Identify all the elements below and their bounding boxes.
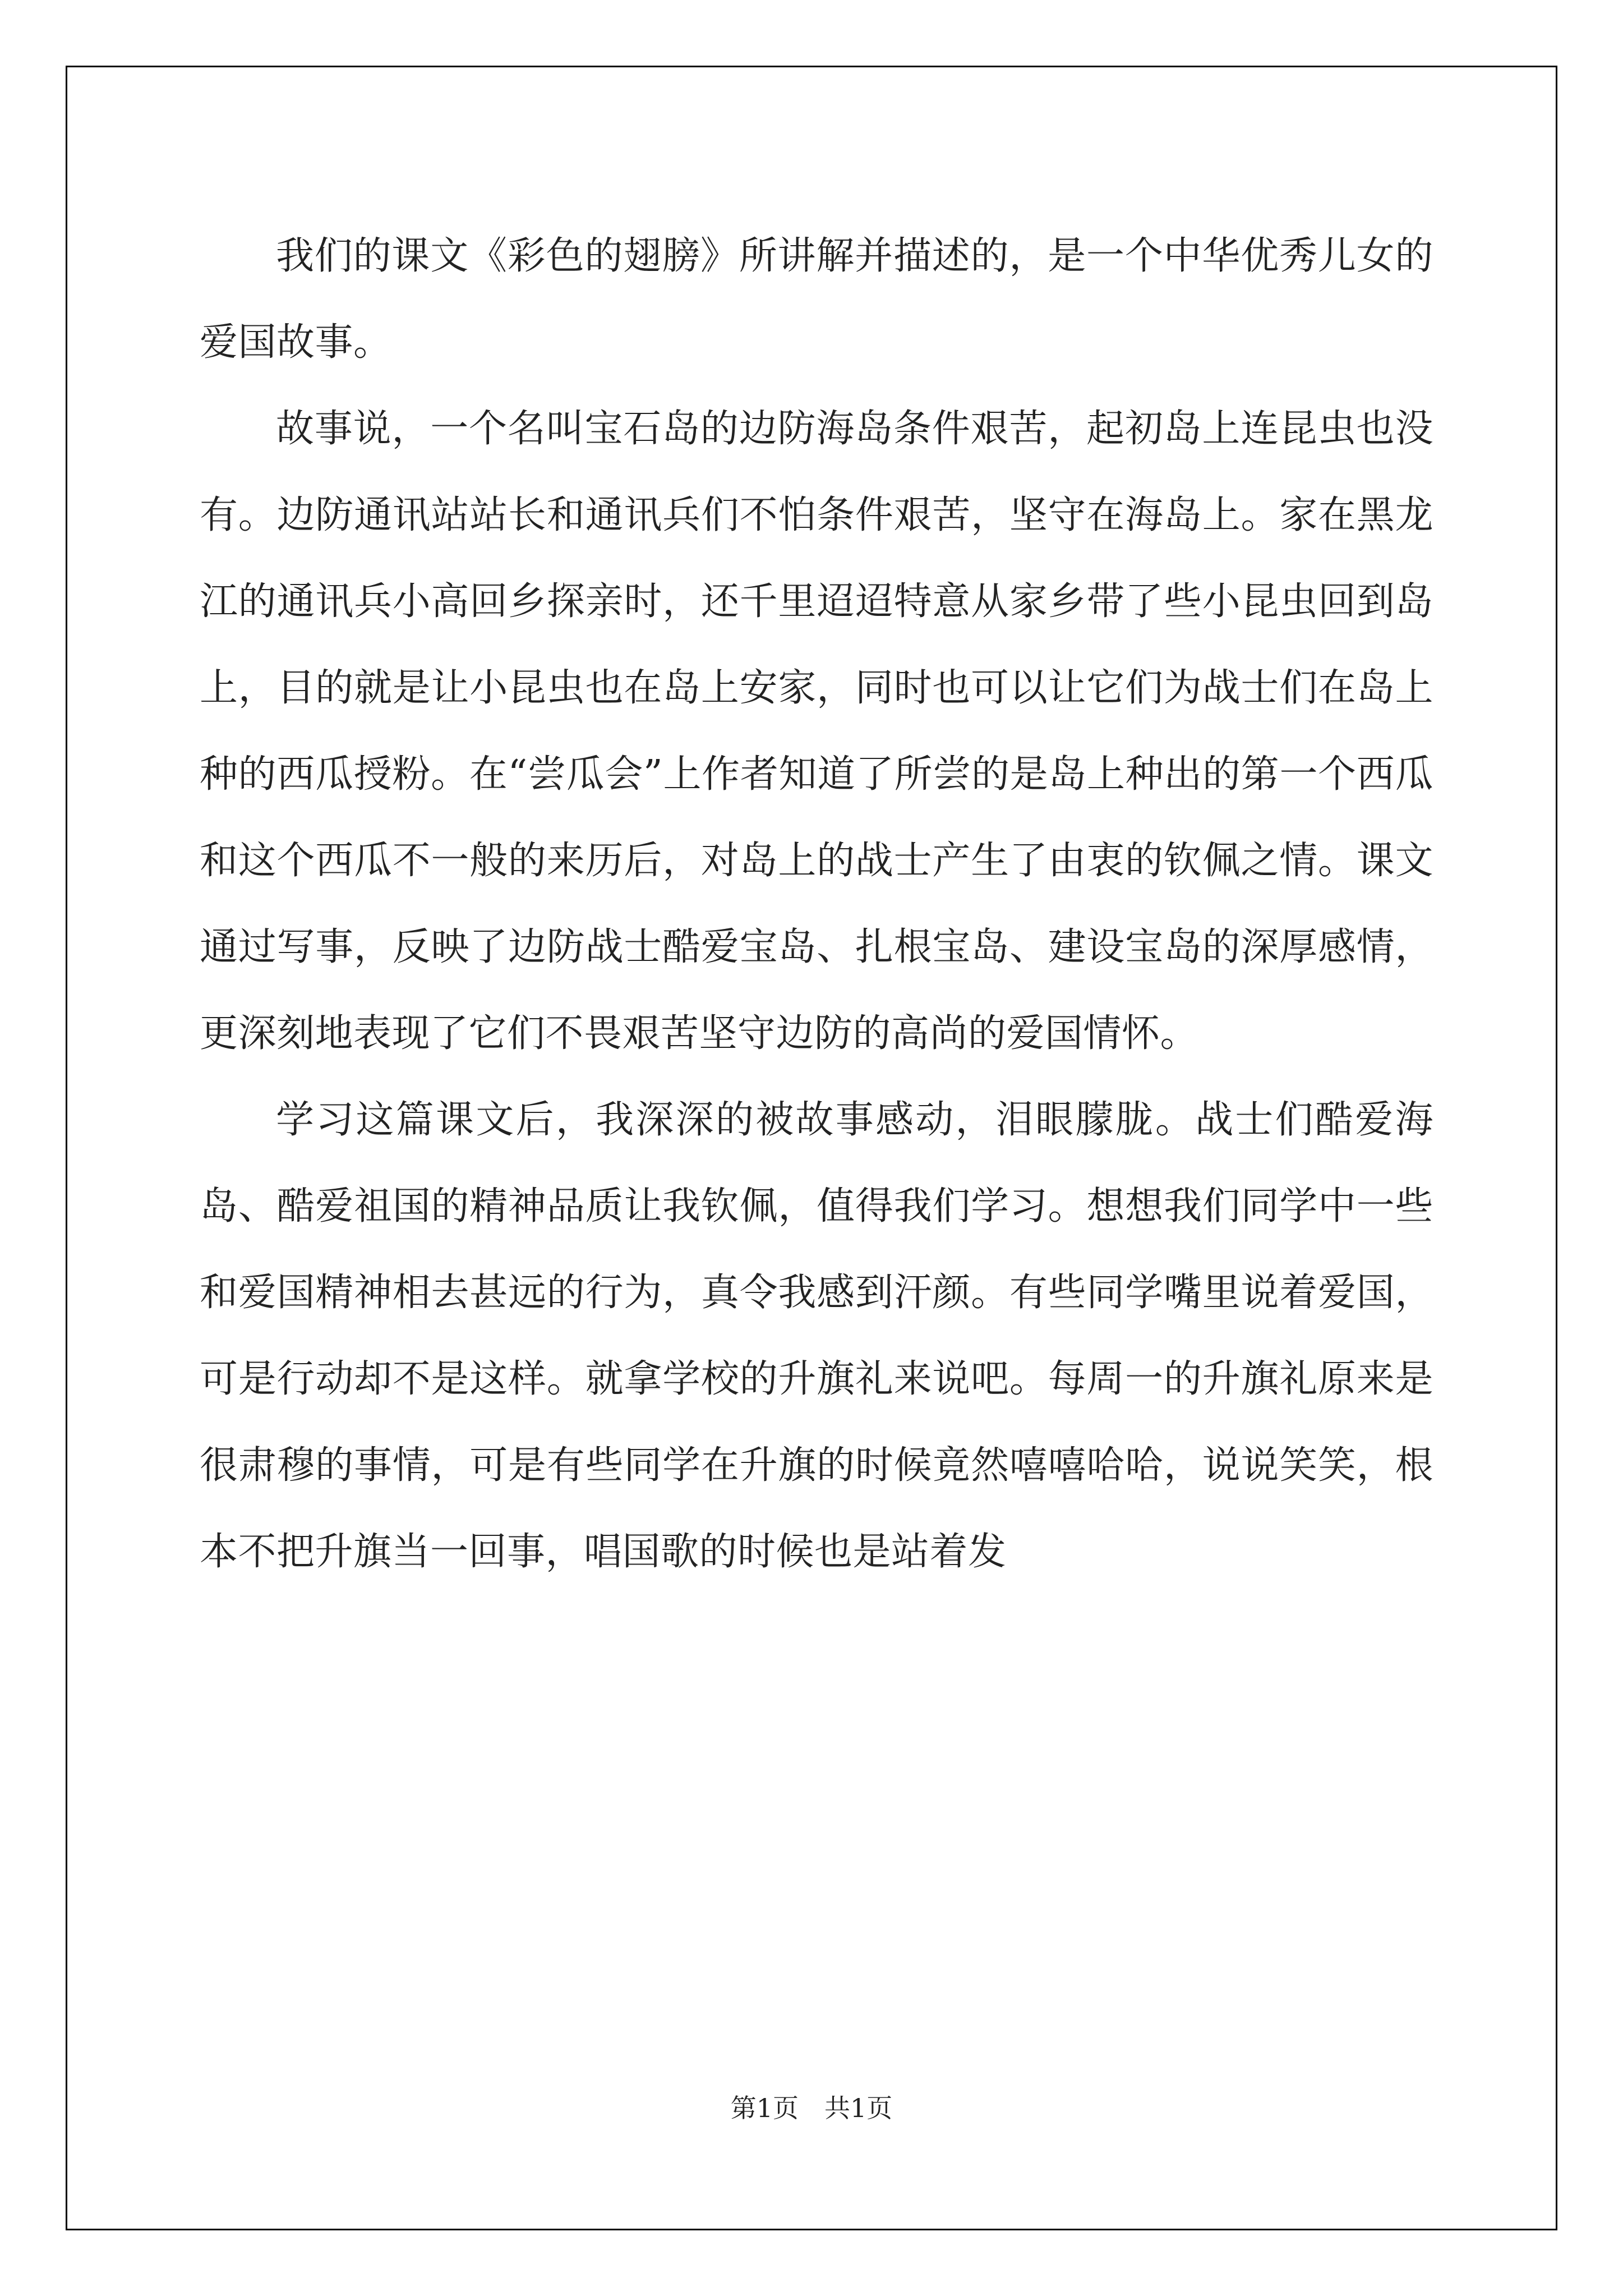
document-body	[200, 213, 1433, 1595]
paragraph-3: 学习这篇课文后，我深深的被故事感动，泪眼朦胧。战士们酷爱海岛、酷爱祖国的精神品质让我钦佩，值得我们学习。想想我们同学中一些和爱国精神相去甚远的行为，真令我感到汗颜。有些同学嘴里说着爱国，可是行动却不是这样。就拿学校的升旗礼来说吧。每周一的升旗礼原来是很肃穆的事情，可是有些同学在升旗的时候竟然嘻嘻哈哈，说说笑笑，根本不把升旗当一回事，唱国歌的时候也是站着发	[200, 1098, 1433, 1574]
paragraph-2: 故事说，一个名叫宝石岛的边防海岛条件艰苦，起初岛上连昆虫也没有。边防通讯站站长和通讯兵们不怕条件艰苦，坚守在海岛上。家在黑龙江的通讯兵小高回乡探亲时，还千里迢迢特意从家乡带了些小昆虫回到岛上，目的就是让小昆虫也在岛上安家，同时也可以让它们为战士们在岛上种的西瓜授粉。在“尝瓜会”上作者知道了所尝的是岛上种出的第一个西瓜和这个西瓜不一般的来历后，对岛上的战士产生了由衷的钦佩之情。课文通过写事，反映了边防战士酷爱宝岛、扎根宝岛、建设宝岛的深厚感情，更深刻地表现了它们不畏艰苦坚守边防的高尚的爱国情怀。	[200, 407, 1433, 1056]
paragraph-1: 我们的课文《彩色的翅膀》所讲解并描述的，是一个中华优秀儿女的爱国故事。	[200, 234, 1433, 365]
page-footer: 第1页 共1页	[730, 2093, 893, 2123]
